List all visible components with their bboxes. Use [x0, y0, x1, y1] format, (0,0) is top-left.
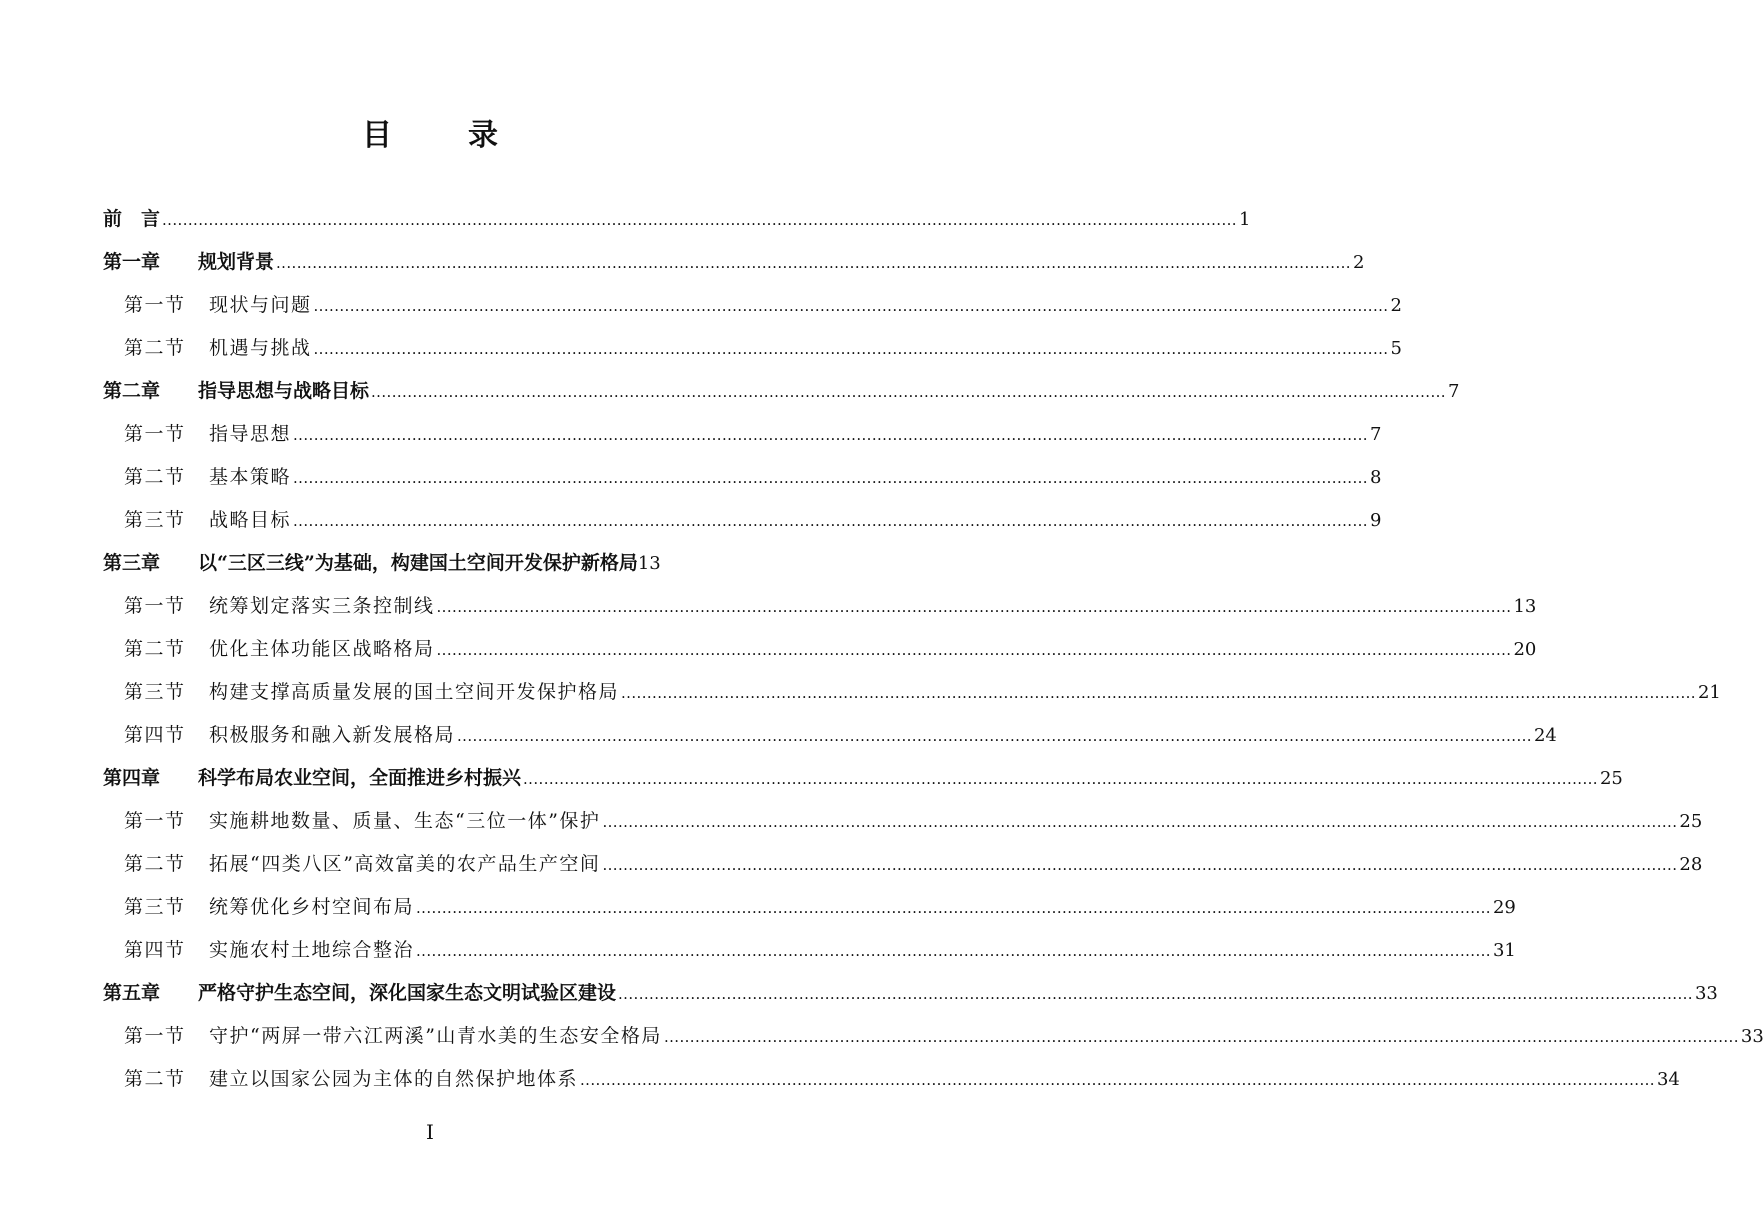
toc-leader-dots [314, 284, 1389, 328]
toc-entry-number: 第二节 [124, 1068, 186, 1090]
toc-entry-number: 第三节 [124, 681, 186, 703]
toc-entry-title: 严格守护生态空间，深化国家生态文明试验区建设 [198, 982, 617, 1004]
toc-entry-section[interactable] [103, 327, 1402, 370]
toc-entry-section[interactable] [103, 800, 1703, 843]
toc-entry-section[interactable] [103, 284, 1402, 327]
toc-entry-title: 指导思想与战略目标 [198, 380, 370, 402]
toc-entry-page: 5 [1390, 338, 1402, 359]
toc-entry-section[interactable] [103, 499, 1382, 542]
toc-entry-number: 第三节 [124, 896, 186, 918]
toc-entry-title: 指导思想 [209, 423, 292, 445]
toc-entry-section[interactable] [103, 886, 1516, 929]
toc-entry-title: 优化主体功能区战略格局 [209, 638, 435, 660]
toc-entry-preface[interactable] [103, 198, 1251, 241]
toc-entry-section[interactable] [103, 413, 1382, 456]
toc-leader-dots [293, 413, 1368, 457]
toc-entry-title: 以“三区三线”为基础，构建国土空间开发保护新格局 [198, 552, 638, 574]
toc-entry-title: 实施耕地数量、质量、生态“三位一体”保护 [209, 810, 601, 832]
toc-entry-page: 2 [1352, 252, 1365, 273]
toc-entry-title: 建立以国家公园为主体的自然保护地体系 [209, 1068, 579, 1090]
toc-entry-number: 第三章 [103, 552, 161, 574]
toc-entry-page: 21 [1697, 682, 1721, 703]
toc-leader-dots [162, 198, 1237, 242]
toc-entry-number: 第一章 [103, 251, 161, 273]
toc-entry-section[interactable] [103, 1058, 1680, 1101]
toc-entry-number: 第一节 [124, 810, 186, 832]
toc-entry-section[interactable] [103, 585, 1537, 628]
toc-entry-title: 基本策略 [209, 466, 292, 488]
toc-leader-dots [371, 370, 1446, 414]
toc-entry-page: 20 [1513, 639, 1537, 660]
toc-title-char-1: 目 [362, 118, 392, 153]
table-of-contents [103, 198, 1764, 1101]
toc-entry-page: 34 [1656, 1069, 1680, 1090]
toc-entry-number: 第二节 [124, 638, 186, 660]
toc-entry-number: 第四节 [124, 939, 186, 961]
toc-entry-number: 第四章 [103, 767, 161, 789]
toc-entry-title: 统筹划定落实三条控制线 [209, 595, 435, 617]
toc-entry-chapter-5[interactable] [103, 972, 1718, 1015]
toc-entry-page: 13 [637, 553, 661, 574]
toc-entry-title: 科学布局农业空间，全面推进乡村振兴 [198, 767, 522, 789]
toc-entry-page: 25 [1679, 811, 1703, 832]
toc-leader-dots [276, 241, 1351, 285]
toc-entry-page: 33 [1740, 1026, 1764, 1047]
toc-entry-number: 第一节 [124, 1025, 186, 1047]
toc-entry-chapter-4[interactable] [103, 757, 1623, 800]
toc-entry-page: 9 [1369, 510, 1382, 531]
toc-entry-page: 13 [1513, 596, 1537, 617]
toc-entry-title: 统筹优化乡村空间布局 [209, 896, 415, 918]
toc-entry-page: 2 [1390, 295, 1402, 316]
toc-leader-dots [621, 671, 1696, 715]
toc-entry-title: 机遇与挑战 [209, 337, 312, 359]
toc-entry-number: 第二节 [124, 466, 186, 488]
toc-leader-dots [416, 886, 1491, 930]
toc-entry-title: 守护“两屏一带六江两溪”山青水美的生态安全格局 [209, 1025, 662, 1047]
toc-entry-page: 7 [1447, 381, 1460, 402]
toc-entry-number: 第一节 [124, 595, 186, 617]
toc-entry-number: 第五章 [103, 982, 161, 1004]
toc-entry-page: 31 [1492, 940, 1516, 961]
toc-entry-section[interactable] [103, 671, 1721, 714]
toc-leader-dots [457, 714, 1532, 758]
toc-leader-dots [602, 843, 1677, 887]
toc-entry-section[interactable] [103, 456, 1382, 499]
toc-leader-dots [602, 800, 1677, 844]
toc-entry-page: 8 [1369, 467, 1382, 488]
toc-entry-title: 实施农村土地综合整治 [209, 939, 415, 961]
toc-entry-number: 前 言 [103, 208, 161, 230]
toc-entry-number: 第一节 [124, 423, 186, 445]
toc-leader-dots [437, 585, 1512, 629]
toc-entry-number: 第二节 [124, 853, 186, 875]
toc-entry-title: 规划背景 [198, 251, 275, 273]
toc-entry-title: 积极服务和融入新发展格局 [209, 724, 456, 746]
toc-entry-page: 29 [1492, 897, 1516, 918]
toc-entry-title: 现状与问题 [209, 294, 312, 316]
toc-leader-dots [314, 327, 1389, 371]
page-number: I [426, 1120, 434, 1144]
toc-entry-title: 战略目标 [209, 509, 292, 531]
toc-entry-number: 第四节 [124, 724, 186, 746]
toc-leader-dots [416, 929, 1491, 973]
toc-entry-page: 28 [1679, 854, 1703, 875]
toc-entry-chapter-1[interactable] [103, 241, 1365, 284]
toc-entry-title: 拓展“四类八区”高效富美的农产品生产空间 [209, 853, 601, 875]
toc-entry-page: 33 [1694, 983, 1718, 1004]
toc-entry-page: 1 [1238, 209, 1251, 230]
toc-entry-section[interactable] [103, 929, 1516, 972]
toc-entry-page: 7 [1369, 424, 1382, 445]
toc-entry-number: 第二节 [124, 337, 186, 359]
toc-leader-dots [580, 1058, 1655, 1102]
toc-leader-dots [664, 1015, 1739, 1059]
toc-title-char-2: 录 [468, 118, 498, 153]
toc-entry-chapter-2[interactable] [103, 370, 1460, 413]
toc-entry-section[interactable] [103, 843, 1703, 886]
toc-leader-dots [618, 972, 1693, 1016]
toc-leader-dots [523, 757, 1598, 801]
toc-entry-section[interactable] [103, 1015, 1764, 1058]
toc-entry-section[interactable] [103, 628, 1537, 671]
toc-entry-page: 25 [1599, 768, 1623, 789]
toc-entry-number: 第二章 [103, 380, 161, 402]
toc-entry-number: 第三节 [124, 509, 186, 531]
toc-entry-section[interactable] [103, 714, 1557, 757]
toc-entry-page: 24 [1533, 725, 1557, 746]
toc-entry-title: 构建支撑高质量发展的国土空间开发保护格局 [209, 681, 620, 703]
toc-entry-number: 第一节 [124, 294, 186, 316]
toc-title [0, 110, 860, 154]
toc-leader-dots [293, 456, 1368, 500]
toc-leader-dots [293, 499, 1368, 543]
toc-leader-dots [437, 628, 1512, 672]
toc-entry-chapter-3[interactable] [103, 542, 726, 585]
